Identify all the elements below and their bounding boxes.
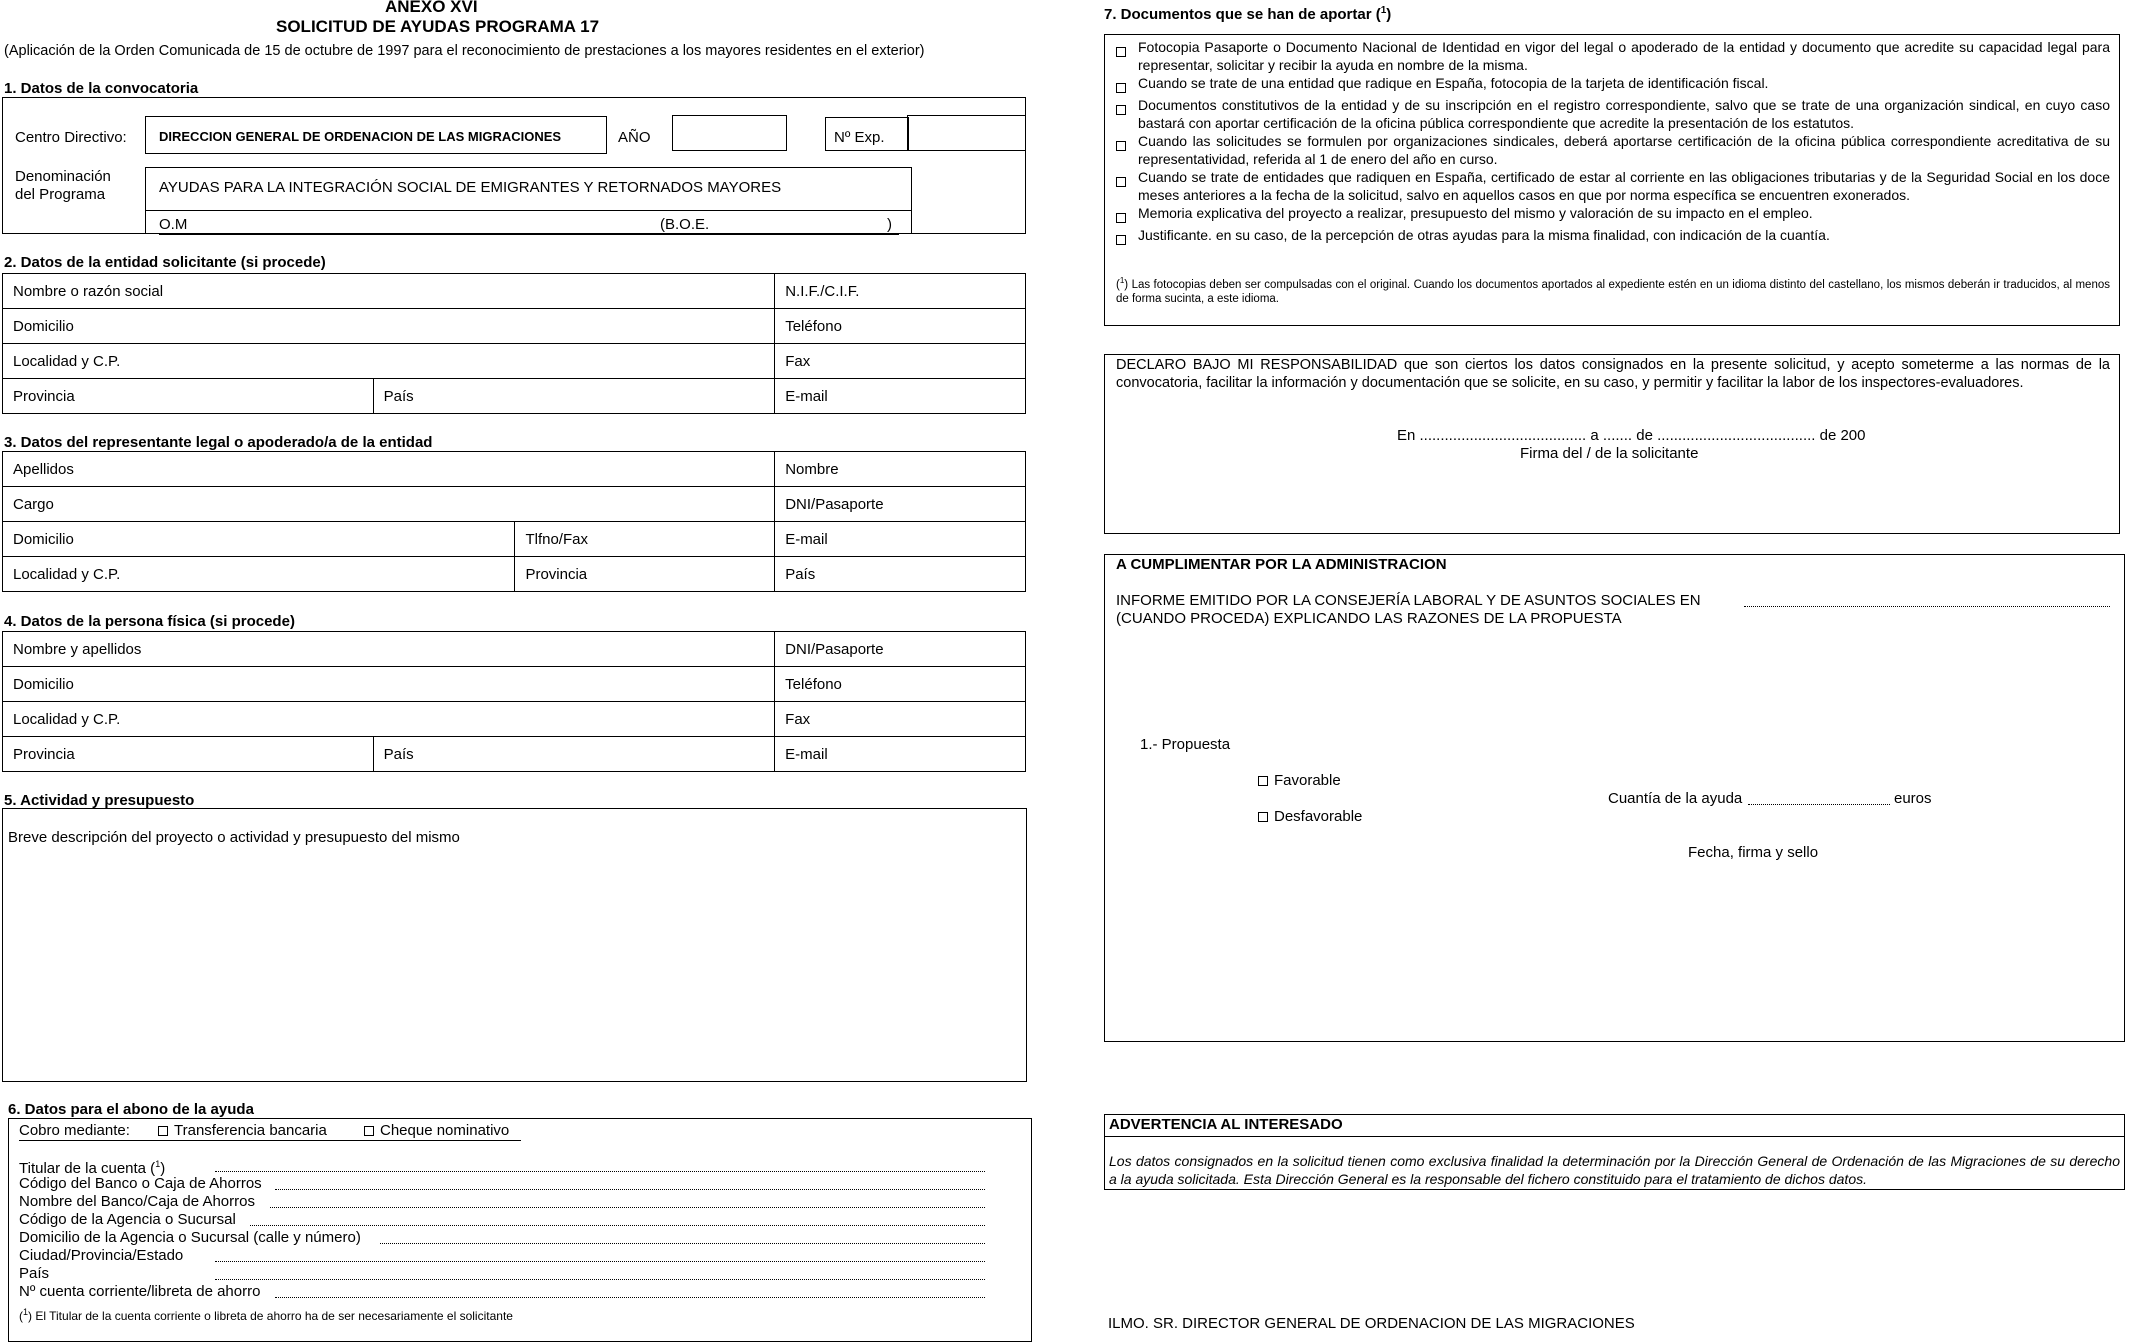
doc-checkbox[interactable] bbox=[1116, 235, 1126, 245]
entidad-telefono-label: Teléfono bbox=[785, 317, 842, 335]
entidad-nombre-label: Nombre o razón social bbox=[13, 282, 164, 300]
admin-title: A CUMPLIMENTAR POR LA ADMINISTRACION bbox=[1116, 556, 1447, 573]
entidad-nombre-cell[interactable] bbox=[3, 274, 775, 309]
admin-propuesta-label: 1.- Propuesta bbox=[1140, 736, 1231, 753]
om-label: O.M bbox=[159, 216, 188, 233]
addressee-footer: ILMO. SR. DIRECTOR GENERAL DE ORDENACION DE LAS MIGRACIONES bbox=[1108, 1315, 1635, 1332]
desfavorable-checkbox[interactable] bbox=[1258, 812, 1268, 822]
advertencia-underline bbox=[1104, 1189, 2125, 1190]
denominacion-field[interactable] bbox=[145, 167, 912, 234]
doc-checkbox[interactable] bbox=[1116, 177, 1126, 187]
rep-pais-cell[interactable] bbox=[775, 557, 1026, 592]
doc-item[interactable] bbox=[1116, 168, 2110, 204]
admin-informe-field[interactable] bbox=[1744, 606, 2110, 607]
doc-item[interactable] bbox=[1116, 226, 2110, 248]
doc-item[interactable] bbox=[1116, 96, 2110, 132]
persona-pais-label: País bbox=[383, 745, 414, 763]
boe-close: ) bbox=[887, 216, 892, 233]
admin-favorable-option[interactable] bbox=[1258, 772, 1341, 790]
persona-email-label: E-mail bbox=[785, 745, 828, 763]
titular-sup: 1 bbox=[155, 1159, 161, 1169]
pais-field[interactable] bbox=[215, 1279, 985, 1280]
rep-dni-cell[interactable] bbox=[775, 487, 1026, 522]
cuenta-label: Nº cuenta corriente/libreta de ahorro bbox=[19, 1283, 261, 1300]
rep-tlfno-cell[interactable] bbox=[515, 522, 775, 557]
entidad-nif-label: N.I.F./C.I.F. bbox=[785, 282, 860, 300]
documentos-list bbox=[1116, 38, 2110, 248]
centro-directivo-value: DIRECCION GENERAL DE ORDENACION DE LAS MIGRACIONES bbox=[159, 129, 562, 144]
doc-checkbox[interactable] bbox=[1116, 83, 1126, 93]
doc-item-text: Cuando se trate de entidades que radiquen en España, certificado de estar al corriente en las obligaciones tributarias y de la Seguridad Social en los doce meses anteriores a la fecha de la solicitud, salvo en aquellos casos en que por norma específica se encuentren exonerados. bbox=[1138, 169, 2110, 203]
codigo-banco-label: Código del Banco o Caja de Ahorros bbox=[19, 1175, 262, 1192]
rep-email-cell[interactable] bbox=[775, 522, 1026, 557]
cobro-label: Cobro mediante: bbox=[19, 1122, 130, 1139]
favorable-label: Favorable bbox=[1274, 772, 1341, 789]
nombre-banco-field[interactable] bbox=[270, 1207, 985, 1208]
rep-localidad-cell[interactable] bbox=[3, 557, 515, 592]
entidad-localidad-label: Localidad y C.P. bbox=[13, 352, 121, 370]
titular-close: ) bbox=[160, 1160, 166, 1177]
form-title: SOLICITUD DE AYUDAS PROGRAMA 17 bbox=[276, 17, 600, 36]
documentos-note-sup: 1 bbox=[1119, 276, 1125, 285]
section-6-title: 6. Datos para el abono de la ayuda bbox=[8, 1101, 254, 1118]
anio-label: AÑO bbox=[618, 129, 651, 146]
doc-item-text: Memoria explicativa del proyecto a realizar, presupuesto del mismo y valoración de su impacto en el empleo. bbox=[1138, 205, 1813, 221]
nombre-banco-label: Nombre del Banco/Caja de Ahorros bbox=[19, 1193, 255, 1210]
nexp-label: Nº Exp. bbox=[834, 129, 885, 146]
persona-dni-cell[interactable] bbox=[775, 632, 1026, 667]
declaration-place-date[interactable]: En ........................................ a ....... de ...................................... de 200 bbox=[1397, 427, 1866, 444]
rep-pais-label: País bbox=[785, 565, 816, 583]
section-7-title-close: ) bbox=[1386, 6, 1392, 23]
section-3-table bbox=[2, 451, 1026, 592]
persona-email-cell[interactable] bbox=[775, 737, 1026, 772]
section-3-title: 3. Datos del representante legal o apoderado/a de la entidad bbox=[4, 434, 433, 451]
annex-label: ANEXO XVI bbox=[385, 0, 478, 16]
entidad-domicilio-label: Domicilio bbox=[13, 317, 74, 335]
section-4-title: 4. Datos de la persona física (si procede) bbox=[4, 613, 295, 630]
entidad-pais-cell[interactable] bbox=[373, 379, 775, 414]
codigo-banco-field[interactable] bbox=[275, 1189, 985, 1190]
persona-nombre-label: Nombre y apellidos bbox=[13, 640, 142, 658]
entidad-pais-label: País bbox=[383, 387, 414, 405]
favorable-checkbox[interactable] bbox=[1258, 776, 1268, 786]
section-7-title bbox=[1104, 2, 1391, 24]
advertencia-text: Los datos consignados en la solicitud tienen como exclusiva finalidad la determinación por la Dirección General de Ordenación de las Migraciones de su derecho a la ayuda solicitada. Esta Dirección General es la responsable del fichero constituido para el tratamiento de dichos datos. bbox=[1109, 1153, 2120, 1187]
codigo-agencia-label: Código de la Agencia o Sucursal bbox=[19, 1211, 236, 1228]
transferencia-option[interactable] bbox=[158, 1122, 327, 1140]
advertencia-title-underline bbox=[1104, 1136, 2125, 1137]
denominacion-label-2: del Programa bbox=[15, 186, 106, 203]
rep-provincia-cell[interactable] bbox=[515, 557, 775, 592]
documentos-note-text: ) Las fotocopias deben ser compulsadas con el original. Cuando los documentos aportados al expediente estén en un idioma distinto del castellano, los mismos deberán ir traducidos, al menos de forma sucinta, a este idioma. bbox=[1116, 278, 2110, 305]
admin-informe-line2: (CUANDO PROCEDA) EXPLICANDO LAS RAZONES DE LA PROPUESTA bbox=[1116, 610, 1622, 627]
titular-text: Titular de la cuenta ( bbox=[19, 1160, 156, 1177]
cobro-underline bbox=[19, 1140, 521, 1141]
persona-dni-label: DNI/Pasaporte bbox=[785, 640, 884, 658]
domicilio-agencia-field[interactable] bbox=[380, 1243, 985, 1244]
section-1-title: 1. Datos de la convocatoria bbox=[4, 80, 199, 97]
section-7-title-text: 7. Documentos que se han de aportar ( bbox=[1104, 6, 1381, 23]
entidad-telefono-cell[interactable] bbox=[775, 309, 1026, 344]
doc-item[interactable] bbox=[1116, 74, 2110, 96]
entidad-fax-cell[interactable] bbox=[775, 344, 1026, 379]
actividad-desc: Breve descripción del proyecto o actividad y presupuesto del mismo bbox=[8, 829, 460, 846]
doc-checkbox[interactable] bbox=[1116, 141, 1126, 151]
entidad-fax-label: Fax bbox=[785, 352, 811, 370]
anio-field[interactable] bbox=[672, 115, 787, 151]
rep-nombre-cell[interactable] bbox=[775, 452, 1026, 487]
desfavorable-label: Desfavorable bbox=[1274, 808, 1363, 825]
form-subtitle: (Aplicación de la Orden Comunicada de 15 de octubre de 1997 para el reconocimiento de prestaciones a los mayores residentes en el exterior) bbox=[4, 43, 925, 59]
persona-pais-cell[interactable] bbox=[373, 737, 775, 772]
doc-item-text: Fotocopia Pasaporte o Documento Nacional de Identidad en vigor del legal o apoderado de la entidad y documento que acredite su capacidad legal para representar, solicitar y recibir la ayuda en nombre de la misma. bbox=[1138, 39, 2110, 73]
doc-item-text: Cuando se trate de una entidad que radique en España, fotocopia de la tarjeta de identificación fiscal. bbox=[1138, 75, 1769, 91]
section-2-table bbox=[2, 273, 1026, 414]
entidad-provincia-label: Provincia bbox=[13, 387, 75, 405]
persona-fax-label: Fax bbox=[785, 710, 811, 728]
rep-nombre-label: Nombre bbox=[785, 460, 839, 478]
admin-euros-label: euros bbox=[1894, 790, 1932, 807]
rep-localidad-label: Localidad y C.P. bbox=[13, 565, 121, 583]
pais-label: País bbox=[19, 1265, 50, 1282]
doc-item-text: Cuando las solicitudes se formulen por organizaciones sindicales, deberá aportarse certificación de la oficina pública correspondiente acreditativa de su representatividad, referida al 1 de enero del año en curso. bbox=[1138, 133, 2110, 167]
doc-item-text: Documentos constitutivos de la entidad y de su inscripción en el registro correspondiente, salvo que se trate de una organización sindical, en cuyo caso bastará con aportar certificación de la oficina pública correspondiente que acredite la presentación de los estatutos. bbox=[1138, 97, 2110, 131]
titular-note-sup: 1 bbox=[23, 1307, 29, 1317]
entidad-provincia-cell[interactable] bbox=[3, 379, 374, 414]
cheque-label: Cheque nominativo bbox=[380, 1122, 510, 1139]
documentos-note bbox=[1116, 274, 2110, 306]
rep-cargo-label: Cargo bbox=[13, 495, 54, 513]
titular-note-text: ) El Titular de la cuenta corriente o libreta de ahorro ha de ser necesariamente el solicitante bbox=[28, 1309, 513, 1323]
om-underline bbox=[159, 234, 899, 235]
doc-item[interactable] bbox=[1116, 38, 2110, 74]
section-5-title: 5. Actividad y presupuesto bbox=[4, 792, 195, 809]
denominacion-label-1: Denominación bbox=[15, 168, 111, 185]
rep-apellidos-cell[interactable] bbox=[3, 452, 775, 487]
doc-checkbox[interactable] bbox=[1116, 213, 1126, 223]
rep-dni-label: DNI/Pasaporte bbox=[785, 495, 884, 513]
titular-field[interactable] bbox=[215, 1171, 985, 1172]
cheque-option[interactable] bbox=[364, 1122, 509, 1140]
doc-item[interactable] bbox=[1116, 204, 2110, 226]
section-4-table bbox=[2, 631, 1026, 772]
domicilio-agencia-label: Domicilio de la Agencia o Sucursal (calle y número) bbox=[19, 1229, 361, 1246]
persona-domicilio-cell[interactable] bbox=[3, 667, 775, 702]
rep-email-label: E-mail bbox=[785, 530, 828, 548]
entidad-nif-cell[interactable] bbox=[775, 274, 1026, 309]
documentos-note-open: ( bbox=[1116, 278, 1120, 291]
nexp-field[interactable] bbox=[907, 115, 1026, 151]
denominacion-value: AYUDAS PARA LA INTEGRACIÓN SOCIAL DE EMIGRANTES Y RETORNADOS MAYORES bbox=[159, 179, 782, 196]
ciudad-label: Ciudad/Provincia/Estado bbox=[19, 1247, 184, 1264]
doc-checkbox[interactable] bbox=[1116, 105, 1126, 115]
transferencia-label: Transferencia bancaria bbox=[174, 1122, 327, 1139]
entidad-domicilio-cell[interactable] bbox=[3, 309, 775, 344]
ciudad-field[interactable] bbox=[215, 1261, 985, 1262]
section-7-title-sup: 1 bbox=[1380, 5, 1387, 16]
rep-apellidos-label: Apellidos bbox=[13, 460, 74, 478]
entidad-email-cell[interactable] bbox=[775, 379, 1026, 414]
persona-domicilio-label: Domicilio bbox=[13, 675, 74, 693]
actividad-field[interactable] bbox=[2, 808, 1027, 1082]
declaration-signature-label: Firma del / de la solicitante bbox=[1520, 445, 1699, 462]
cuenta-field[interactable] bbox=[275, 1297, 985, 1298]
admin-informe-line1: INFORME EMITIDO POR LA CONSEJERÍA LABORAL Y DE ASUNTOS SOCIALES EN bbox=[1116, 592, 1701, 609]
admin-cuantia-field[interactable] bbox=[1748, 804, 1890, 805]
persona-provincia-cell[interactable] bbox=[3, 737, 374, 772]
declaration-text: DECLARO BAJO MI RESPONSABILIDAD que son ciertos los datos consignados en la presente solicitud, y acepto someterme a las normas de la convocatoria, facilitar la información y documentación que se solicite, en su caso, y permitir y facilitar la labor de los inspectores-evaluadores. bbox=[1116, 357, 2110, 391]
boe-label: (B.O.E. bbox=[660, 216, 710, 233]
doc-checkbox[interactable] bbox=[1116, 47, 1126, 57]
persona-fax-cell[interactable] bbox=[775, 702, 1026, 737]
cheque-checkbox[interactable] bbox=[364, 1126, 374, 1136]
persona-localidad-label: Localidad y C.P. bbox=[13, 710, 121, 728]
persona-localidad-cell[interactable] bbox=[3, 702, 775, 737]
section-2-title: 2. Datos de la entidad solicitante (si procede) bbox=[4, 254, 326, 271]
denominacion-divider bbox=[145, 210, 912, 211]
entidad-email-label: E-mail bbox=[785, 387, 828, 405]
admin-cuantia-label: Cuantía de la ayuda bbox=[1608, 790, 1743, 807]
persona-telefono-label: Teléfono bbox=[785, 675, 842, 693]
titular-note-open: ( bbox=[19, 1309, 23, 1323]
persona-telefono-cell[interactable] bbox=[775, 667, 1026, 702]
admin-desfavorable-option[interactable] bbox=[1258, 808, 1362, 826]
persona-provincia-label: Provincia bbox=[13, 745, 75, 763]
doc-item-text: Justificante. en su caso, de la percepción de otras ayudas para la misma finalidad, con indicación de la cuantía. bbox=[1138, 227, 1830, 243]
advertencia-title: ADVERTENCIA AL INTERESADO bbox=[1109, 1116, 1343, 1133]
transferencia-checkbox[interactable] bbox=[158, 1126, 168, 1136]
rep-tlfno-label: Tlfno/Fax bbox=[525, 530, 588, 548]
rep-domicilio-cell[interactable] bbox=[3, 522, 515, 557]
codigo-agencia-field[interactable] bbox=[250, 1225, 985, 1226]
centro-directivo-label: Centro Directivo: bbox=[15, 129, 127, 146]
doc-item[interactable] bbox=[1116, 132, 2110, 168]
admin-fecha-firma-sello: Fecha, firma y sello bbox=[1688, 844, 1819, 861]
entidad-localidad-cell[interactable] bbox=[3, 344, 775, 379]
rep-provincia-label: Provincia bbox=[525, 565, 588, 583]
rep-cargo-cell[interactable] bbox=[3, 487, 775, 522]
titular-note bbox=[19, 1305, 513, 1324]
persona-nombre-cell[interactable] bbox=[3, 632, 775, 667]
rep-domicilio-label: Domicilio bbox=[13, 530, 74, 548]
